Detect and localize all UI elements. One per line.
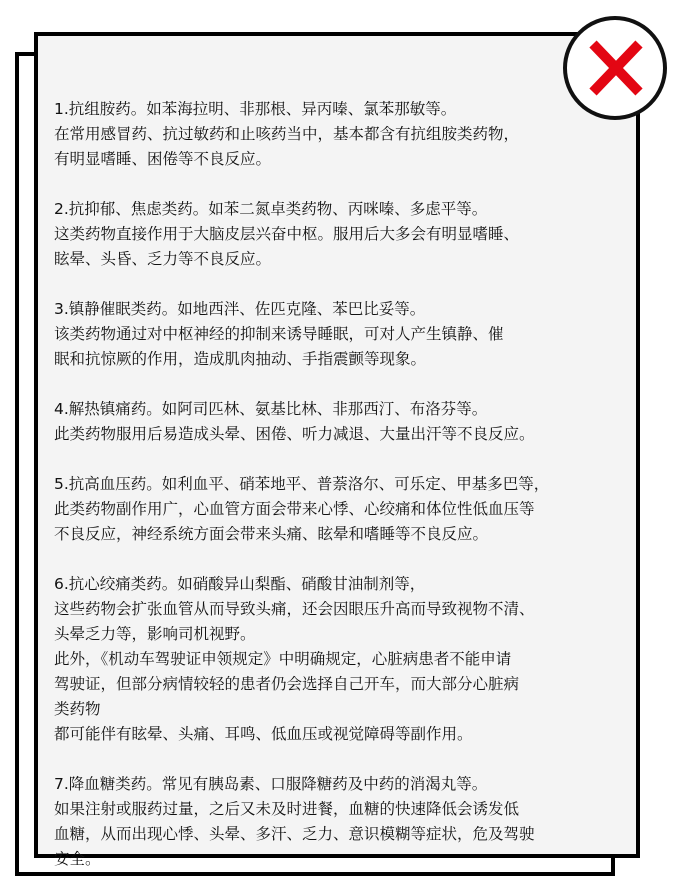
section-heading: 4.解热镇痛药。如阿司匹林、氨基比林、非那西汀、布洛芬等。	[54, 400, 488, 418]
section-hypoglycemics	[54, 772, 644, 872]
section-text: 如果注射或服药过量，之后又未及时进餐，血糖的快速降低会诱发低	[54, 800, 520, 818]
section-text: 安全。	[54, 850, 101, 868]
section-heading: 7.降血糖类药。常见有胰岛素、口服降糖药及中药的消渴丸等。	[54, 775, 488, 793]
section-text: 此类药物副作用广，心血管方面会带来心悸、心绞痛和体位性低血压等	[54, 500, 535, 518]
section-heading: 6.抗心绞痛类药。如硝酸异山梨酯、硝酸甘油制剂等，	[54, 575, 426, 593]
section-text: 都可能伴有眩晕、头痛、耳鸣、低血压或视觉障碍等副作用。	[54, 725, 473, 743]
drug-list	[54, 97, 644, 896]
section-antianginals	[54, 572, 644, 747]
section-analgesics	[54, 397, 644, 447]
section-text: 该类药物通过对中枢神经的抑制来诱导睡眠，可对人产生镇静、催	[54, 325, 504, 343]
section-antihypertensives	[54, 472, 644, 547]
section-heading: 3.镇静催眠类药。如地西泮、佐匹克隆、苯巴比妥等。	[54, 300, 426, 318]
section-antidepressants	[54, 197, 644, 272]
section-text: 这些药物会扩张血管从而导致头痛，还会因眼压升高而导致视物不清、	[54, 600, 535, 618]
section-text: 这类药物直接作用于大脑皮层兴奋中枢。服用后大多会有明显嗜睡、	[54, 225, 520, 243]
section-heading: 1.抗组胺药。如苯海拉明、非那根、异丙嗪、氯苯那敏等。	[54, 100, 457, 118]
section-heading: 2.抗抑郁、焦虑类药。如苯二氮卓类药物、丙咪嗪、多虑平等。	[54, 200, 488, 218]
section-sedatives	[54, 297, 644, 372]
section-text: 血糖，从而出现心悸、头晕、多汗、乏力、意识模糊等症状，危及驾驶	[54, 825, 535, 843]
section-heading: 5.抗高血压药。如利血平、硝苯地平、普萘洛尔、可乐定、甲基多巴等，	[54, 475, 550, 493]
section-text: 有明显嗜睡、困倦等不良反应。	[54, 150, 272, 168]
section-text: 不良反应，神经系统方面会带来头痛、眩晕和嗜睡等不良反应。	[54, 525, 489, 543]
section-text: 此类药物服用后易造成头晕、困倦、听力减退、大量出汗等不良反应。	[54, 425, 535, 443]
section-antihistamines	[54, 97, 644, 172]
section-text: 眩晕、头昏、乏力等不良反应。	[54, 250, 272, 268]
section-text: 驾驶证，但部分病情较轻的患者仍会选择自己开车，而大部分心脏病	[54, 675, 520, 693]
section-text: 类药物	[54, 700, 101, 718]
section-text: 在常用感冒药、抗过敏药和止咳药当中，基本都含有抗组胺类药物，	[54, 125, 520, 143]
section-text: 此外，《机动车驾驶证申领规定》中明确规定，心脏病患者不能申请	[54, 650, 512, 668]
section-text: 眠和抗惊厥的作用，造成肌肉抽动、手指震颤等现象。	[54, 350, 427, 368]
section-text: 头晕乏力等，影响司机视野。	[54, 625, 256, 643]
